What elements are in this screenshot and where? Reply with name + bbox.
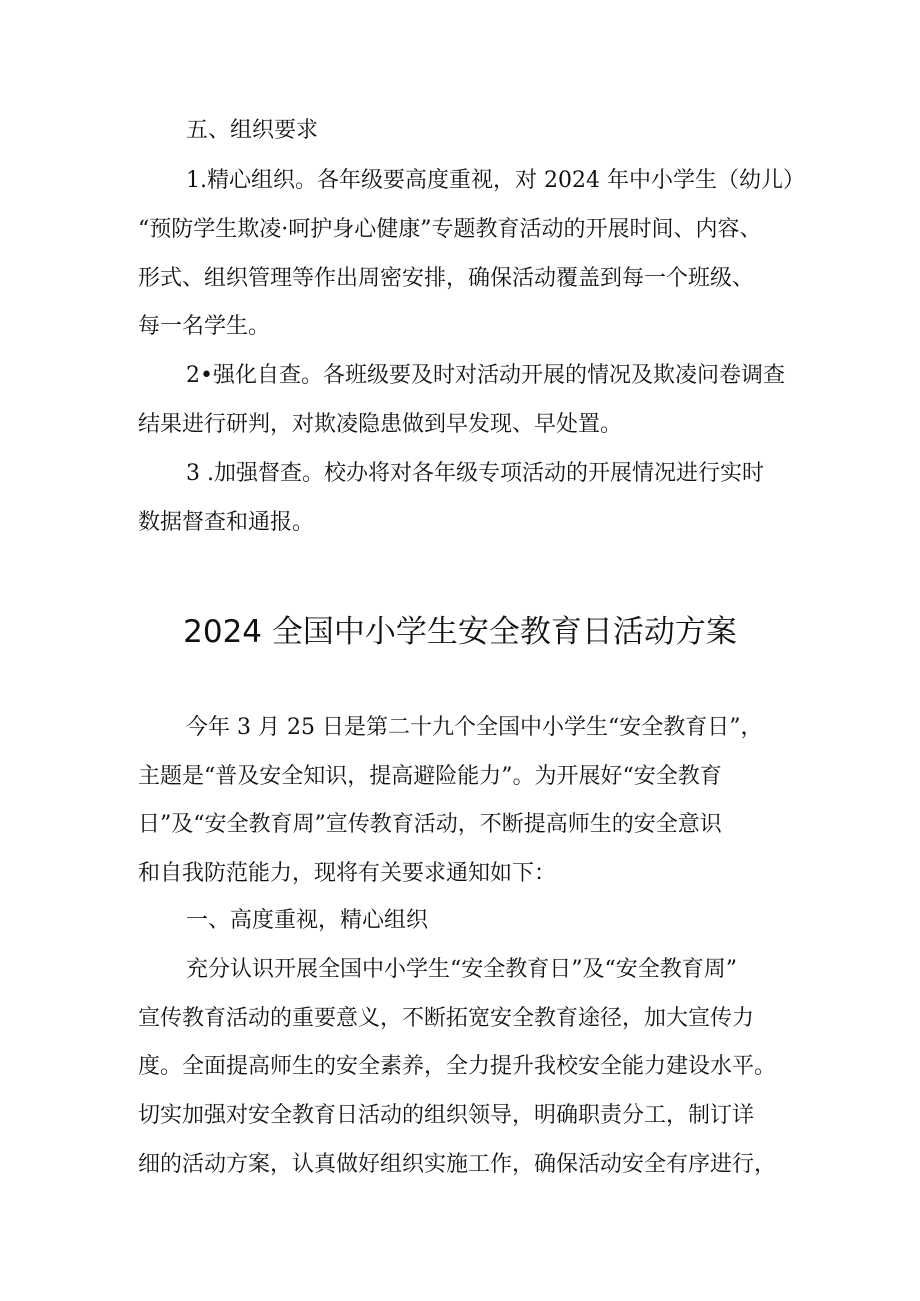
intro-line4: 和自我防范能力，现将有关要求通知如下： [138,861,557,886]
section1-line2: 宣传教育活动的重要意义，不断拓宽安全教育途径，加大宣传力 [138,1006,755,1031]
section1-heading: 一、高度重视，精心组织 [186,908,429,933]
intro-line2: 主题是“普及安全知识，提高避险能力”。为开展好“安全教育 [138,764,722,789]
intro-line1: 今年 3 月 25 日是第二十九个全国中小学生“安全教育日”， [186,715,763,740]
item2-line1: 2•强化自查。各班级要及时对活动开展的情况及欺凌问卷调查 [186,363,785,388]
section1-line1: 充分认识开展全国中小学生“安全教育日”及“安全教育周” [186,957,737,982]
item1-line4: 每一名学生。 [138,314,271,339]
section1-line5: 细的活动方案，认真做好组织实施工作，确保活动安全有序进行， [138,1152,777,1177]
document-title: 2024 全国中小学生安全教育日活动方案 [183,614,737,650]
item1-line2: “预防学生欺凌·呵护身心健康”专题教育活动的开展时间、内容、 [138,217,762,242]
item1-line1: 1.精心组织。各年级要高度重视，对 2024 年中小学生（幼儿） [186,168,805,193]
item3-line1: 3 .加强督查。校办将对各年级专项活动的开展情况进行实时 [186,461,764,486]
item1-line3: 形式、组织管理等作出周密安排，确保活动覆盖到每一个班级、 [138,266,755,291]
section-heading-organization-requirements: 五、组织要求 [186,118,319,143]
section1-line3: 度。全面提高师生的安全素养，全力提升我校安全能力建设水平。 [138,1054,777,1079]
item3-line2: 数据督查和通报。 [138,510,315,535]
item2-line2: 结果进行研判，对欺凌隐患做到早发现、早处置。 [138,412,623,437]
section1-line4: 切实加强对安全教育日活动的组织领导，明确职责分工，制订详 [138,1103,755,1128]
intro-line3: 日”及“安全教育周”宣传教育活动，不断提高师生的安全意识 [138,812,722,837]
